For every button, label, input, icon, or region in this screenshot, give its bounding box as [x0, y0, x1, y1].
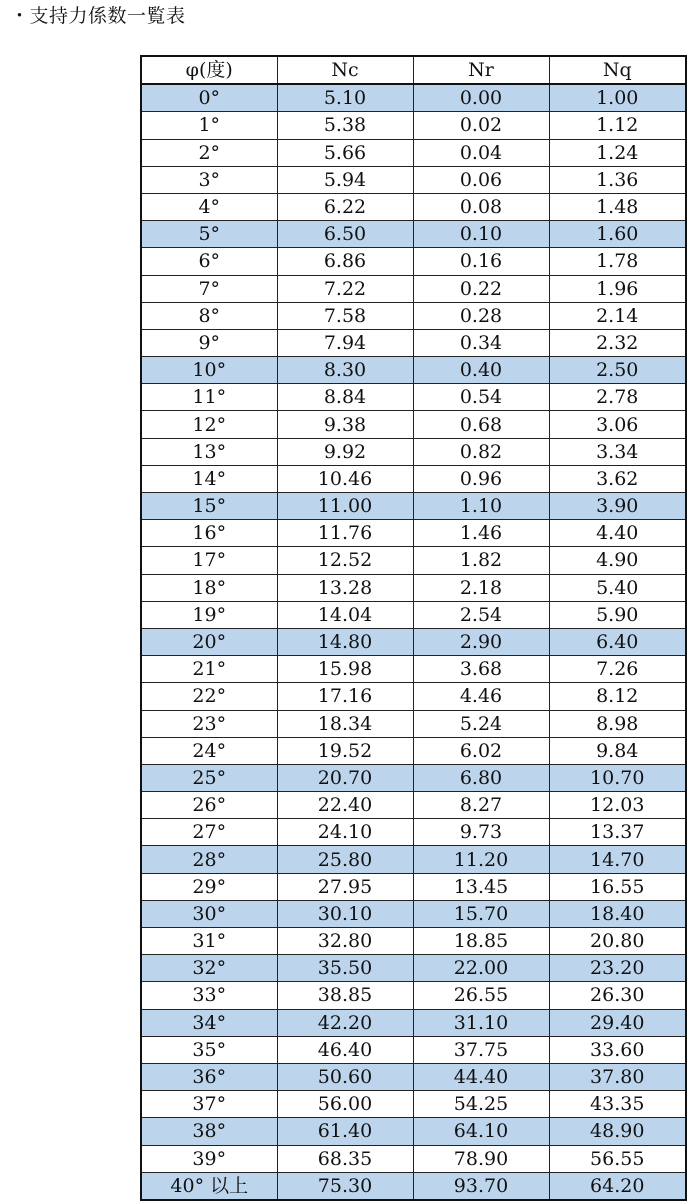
nc-cell: 5.10 [277, 84, 413, 112]
table-row [141, 601, 686, 628]
nr-cell: 0.54 [413, 384, 549, 411]
nc-cell: 24.10 [277, 819, 413, 846]
table-row [141, 1036, 686, 1063]
nc-cell: 10.46 [277, 465, 413, 492]
nc-cell: 38.85 [277, 982, 413, 1009]
nq-cell: 3.62 [549, 465, 686, 492]
phi-cell: 29° [141, 873, 277, 900]
nr-cell: 0.40 [413, 357, 549, 384]
document-title: ・支持力係数一覧表 [10, 5, 186, 27]
phi-cell: 5° [141, 221, 277, 248]
table-row [141, 900, 686, 927]
nr-cell: 0.06 [413, 166, 549, 193]
phi-cell: 3° [141, 166, 277, 193]
nq-cell: 20.80 [549, 928, 686, 955]
table-row [141, 928, 686, 955]
table-row [141, 710, 686, 737]
table-row [141, 873, 686, 900]
nq-cell: 3.90 [549, 493, 686, 520]
nc-cell: 7.58 [277, 302, 413, 329]
nc-cell: 20.70 [277, 764, 413, 791]
column-header-nc: Nc [277, 56, 413, 84]
table-row [141, 547, 686, 574]
phi-cell: 37° [141, 1091, 277, 1118]
table-row [141, 493, 686, 520]
phi-cell: 9° [141, 329, 277, 356]
phi-cell: 16° [141, 520, 277, 547]
nc-cell: 5.66 [277, 139, 413, 166]
table-row [141, 166, 686, 193]
nc-cell: 5.38 [277, 112, 413, 139]
nq-cell: 1.96 [549, 275, 686, 302]
nr-cell: 54.25 [413, 1091, 549, 1118]
table-row [141, 792, 686, 819]
nr-cell: 13.45 [413, 873, 549, 900]
table-row [141, 139, 686, 166]
nc-cell: 68.35 [277, 1145, 413, 1172]
phi-cell: 26° [141, 792, 277, 819]
nr-cell: 1.46 [413, 520, 549, 547]
table-row [141, 982, 686, 1009]
nc-cell: 25.80 [277, 846, 413, 873]
table-row [141, 1091, 686, 1118]
nc-cell: 11.00 [277, 493, 413, 520]
table-row [141, 1118, 686, 1145]
nq-cell: 2.78 [549, 384, 686, 411]
nr-cell: 0.34 [413, 329, 549, 356]
nq-cell: 5.90 [549, 601, 686, 628]
table-row [141, 465, 686, 492]
phi-cell: 8° [141, 302, 277, 329]
nq-cell: 14.70 [549, 846, 686, 873]
phi-cell: 19° [141, 601, 277, 628]
phi-cell: 25° [141, 764, 277, 791]
nc-cell: 6.50 [277, 221, 413, 248]
nc-cell: 15.98 [277, 656, 413, 683]
nc-cell: 14.80 [277, 628, 413, 655]
nq-cell: 26.30 [549, 982, 686, 1009]
table-row [141, 1172, 686, 1200]
table-row [141, 737, 686, 764]
nq-cell: 23.20 [549, 955, 686, 982]
nr-cell: 0.82 [413, 438, 549, 465]
nr-cell: 9.73 [413, 819, 549, 846]
nq-cell: 2.50 [549, 357, 686, 384]
nc-cell: 56.00 [277, 1091, 413, 1118]
nq-cell: 1.48 [549, 193, 686, 220]
column-header-phi: φ(度) [141, 56, 277, 84]
nr-cell: 93.70 [413, 1172, 549, 1200]
phi-cell: 33° [141, 982, 277, 1009]
nq-cell: 1.00 [549, 84, 686, 112]
nc-cell: 17.16 [277, 683, 413, 710]
nq-cell: 29.40 [549, 1009, 686, 1036]
nq-cell: 33.60 [549, 1036, 686, 1063]
phi-cell: 28° [141, 846, 277, 873]
table-row [141, 112, 686, 139]
nc-cell: 6.86 [277, 248, 413, 275]
nr-cell: 15.70 [413, 900, 549, 927]
phi-cell: 21° [141, 656, 277, 683]
table-row [141, 384, 686, 411]
column-header-nr: Nr [413, 56, 549, 84]
table-row [141, 1145, 686, 1172]
nc-cell: 12.52 [277, 547, 413, 574]
nr-cell: 8.27 [413, 792, 549, 819]
nq-cell: 1.78 [549, 248, 686, 275]
phi-cell: 7° [141, 275, 277, 302]
nq-cell: 16.55 [549, 873, 686, 900]
nq-cell: 6.40 [549, 628, 686, 655]
nr-cell: 22.00 [413, 955, 549, 982]
table-row [141, 221, 686, 248]
nr-cell: 4.46 [413, 683, 549, 710]
nc-cell: 30.10 [277, 900, 413, 927]
nc-cell: 32.80 [277, 928, 413, 955]
table-row [141, 955, 686, 982]
nq-cell: 1.12 [549, 112, 686, 139]
phi-cell: 13° [141, 438, 277, 465]
nq-cell: 48.90 [549, 1118, 686, 1145]
table-row [141, 628, 686, 655]
nc-cell: 18.34 [277, 710, 413, 737]
nr-cell: 18.85 [413, 928, 549, 955]
phi-cell: 6° [141, 248, 277, 275]
table-row [141, 683, 686, 710]
nr-cell: 26.55 [413, 982, 549, 1009]
phi-cell: 15° [141, 493, 277, 520]
table-row [141, 193, 686, 220]
nq-cell: 8.12 [549, 683, 686, 710]
nc-cell: 61.40 [277, 1118, 413, 1145]
bearing-capacity-factor-table [140, 55, 687, 1201]
nq-cell: 64.20 [549, 1172, 686, 1200]
nr-cell: 31.10 [413, 1009, 549, 1036]
nr-cell: 0.68 [413, 411, 549, 438]
phi-cell: 38° [141, 1118, 277, 1145]
phi-cell: 31° [141, 928, 277, 955]
phi-cell: 30° [141, 900, 277, 927]
phi-cell: 1° [141, 112, 277, 139]
table-row [141, 84, 686, 112]
nq-cell: 13.37 [549, 819, 686, 846]
nq-cell: 5.40 [549, 574, 686, 601]
nc-cell: 13.28 [277, 574, 413, 601]
nr-cell: 0.00 [413, 84, 549, 112]
nc-cell: 42.20 [277, 1009, 413, 1036]
nc-cell: 9.92 [277, 438, 413, 465]
nc-cell: 50.60 [277, 1063, 413, 1090]
nr-cell: 0.22 [413, 275, 549, 302]
nc-cell: 46.40 [277, 1036, 413, 1063]
nc-cell: 22.40 [277, 792, 413, 819]
nr-cell: 3.68 [413, 656, 549, 683]
nr-cell: 11.20 [413, 846, 549, 873]
nc-cell: 7.94 [277, 329, 413, 356]
nq-cell: 43.35 [549, 1091, 686, 1118]
phi-cell: 39° [141, 1145, 277, 1172]
nq-cell: 12.03 [549, 792, 686, 819]
phi-cell: 0° [141, 84, 277, 112]
nr-cell: 0.16 [413, 248, 549, 275]
phi-cell: 2° [141, 139, 277, 166]
nq-cell: 10.70 [549, 764, 686, 791]
phi-cell: 20° [141, 628, 277, 655]
nc-cell: 11.76 [277, 520, 413, 547]
nq-cell: 1.24 [549, 139, 686, 166]
phi-cell: 34° [141, 1009, 277, 1036]
table-body [141, 84, 686, 1200]
table-row [141, 329, 686, 356]
nq-cell: 1.60 [549, 221, 686, 248]
table-row [141, 819, 686, 846]
phi-cell: 35° [141, 1036, 277, 1063]
table-row [141, 248, 686, 275]
nr-cell: 64.10 [413, 1118, 549, 1145]
phi-cell: 12° [141, 411, 277, 438]
nr-cell: 1.82 [413, 547, 549, 574]
phi-cell: 24° [141, 737, 277, 764]
nc-cell: 5.94 [277, 166, 413, 193]
nr-cell: 2.18 [413, 574, 549, 601]
nc-cell: 19.52 [277, 737, 413, 764]
nr-cell: 78.90 [413, 1145, 549, 1172]
nc-cell: 35.50 [277, 955, 413, 982]
nq-cell: 7.26 [549, 656, 686, 683]
nc-cell: 8.30 [277, 357, 413, 384]
table-row [141, 438, 686, 465]
phi-cell: 32° [141, 955, 277, 982]
table-row [141, 846, 686, 873]
nr-cell: 2.54 [413, 601, 549, 628]
nq-cell: 3.34 [549, 438, 686, 465]
nr-cell: 44.40 [413, 1063, 549, 1090]
table-row [141, 574, 686, 601]
nr-cell: 0.10 [413, 221, 549, 248]
phi-cell: 10° [141, 357, 277, 384]
nr-cell: 2.90 [413, 628, 549, 655]
nr-cell: 5.24 [413, 710, 549, 737]
phi-cell: 14° [141, 465, 277, 492]
nq-cell: 1.36 [549, 166, 686, 193]
phi-cell: 27° [141, 819, 277, 846]
nc-cell: 7.22 [277, 275, 413, 302]
nq-cell: 4.40 [549, 520, 686, 547]
phi-cell: 11° [141, 384, 277, 411]
table-row [141, 275, 686, 302]
nr-cell: 6.80 [413, 764, 549, 791]
nr-cell: 0.02 [413, 112, 549, 139]
column-header-nq: Nq [549, 56, 686, 84]
nc-cell: 14.04 [277, 601, 413, 628]
nq-cell: 2.32 [549, 329, 686, 356]
nq-cell: 37.80 [549, 1063, 686, 1090]
table-row [141, 520, 686, 547]
table-row [141, 1009, 686, 1036]
nq-cell: 4.90 [549, 547, 686, 574]
nc-cell: 8.84 [277, 384, 413, 411]
nr-cell: 0.08 [413, 193, 549, 220]
nr-cell: 6.02 [413, 737, 549, 764]
nq-cell: 56.55 [549, 1145, 686, 1172]
table-row [141, 411, 686, 438]
table-row [141, 764, 686, 791]
phi-cell: 22° [141, 683, 277, 710]
nc-cell: 9.38 [277, 411, 413, 438]
nr-cell: 0.96 [413, 465, 549, 492]
nr-cell: 37.75 [413, 1036, 549, 1063]
phi-cell: 18° [141, 574, 277, 601]
table-row [141, 1063, 686, 1090]
table-row [141, 357, 686, 384]
phi-cell: 4° [141, 193, 277, 220]
nq-cell: 8.98 [549, 710, 686, 737]
nc-cell: 27.95 [277, 873, 413, 900]
table-header-row [141, 56, 686, 84]
phi-cell: 40° 以上 [141, 1172, 277, 1200]
nq-cell: 3.06 [549, 411, 686, 438]
table-row [141, 302, 686, 329]
nq-cell: 2.14 [549, 302, 686, 329]
nr-cell: 0.28 [413, 302, 549, 329]
nq-cell: 9.84 [549, 737, 686, 764]
nc-cell: 75.30 [277, 1172, 413, 1200]
phi-cell: 23° [141, 710, 277, 737]
nc-cell: 6.22 [277, 193, 413, 220]
phi-cell: 17° [141, 547, 277, 574]
nr-cell: 1.10 [413, 493, 549, 520]
nq-cell: 18.40 [549, 900, 686, 927]
table-row [141, 656, 686, 683]
nr-cell: 0.04 [413, 139, 549, 166]
phi-cell: 36° [141, 1063, 277, 1090]
